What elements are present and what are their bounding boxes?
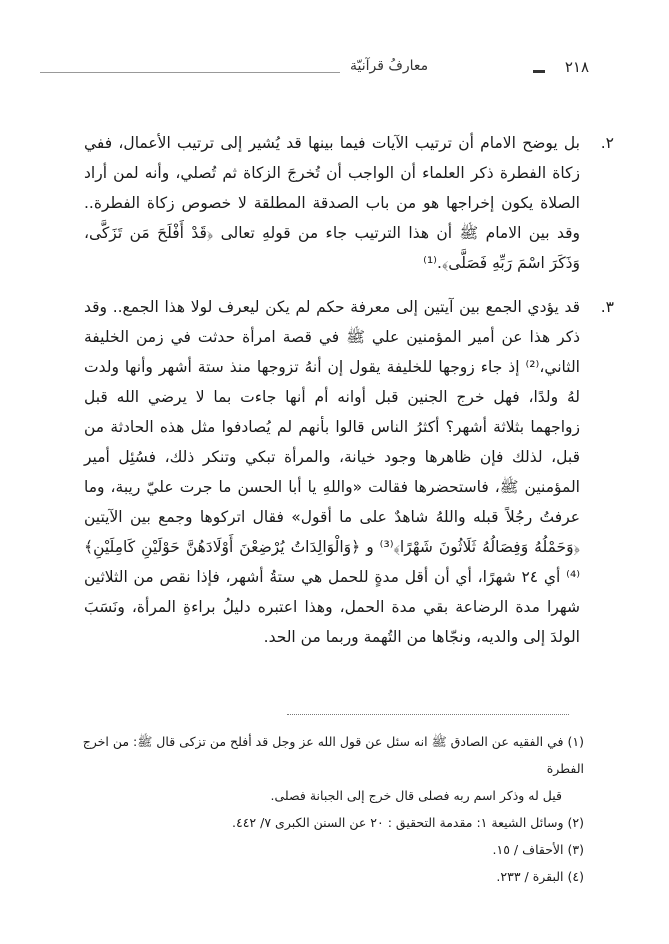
footnotes xyxy=(76,728,584,890)
footnote-1-continuation xyxy=(76,782,584,809)
page-header xyxy=(40,58,629,84)
footnote-4 xyxy=(76,863,584,890)
main-text xyxy=(84,128,614,666)
footnote-separator xyxy=(287,714,569,715)
page-number: ٢١٨ xyxy=(564,58,589,76)
paragraph-text: بل يوضح الامام أن ترتيب الآيات فيما بينها قد يُشير إلى ترتيب الأعمال، ففي زكاة الفطرة ذكر العلماء أن الواجب أن تُخرجَ الزكاة ثم تُصلي، وأنه لمن أراد الصلاة يكون إخراجها هو من باب الصدقة المطلقة لا خصوص زكاة الفطرة.. وقد بين الامام ﷺ أن هذا الترتيب جاء من قولهِ تعالى ﴿قَدْ أَفْلَحَ مَن تَزَكَّى، وَذَكَرَ اسْمَ رَبِّهِ فَصَلَّى﴾.⁽¹⁾ xyxy=(84,134,580,272)
footnote-text: (١) في الفقيه عن الصادق ﷺ انه سئل عن قول الله عز وجل قد أفلح من تزكى قال ﷺ: من اخرج الفطرة xyxy=(82,734,584,776)
paragraph-text: قد يؤدي الجمع بين آيتين إلى معرفة حكم لم يكن ليعرف لولا هذا الجمع.. وقد ذكر هذا عن أمير المؤمنين علي ﷺ في قصة امرأة حدثت في زمن الخليفة الثاني،⁽²⁾ إذ جاء زوجها للخليفة يقول إن أنهُ تزوجها منذ ستة أشهر وأنها ولدت لهُ ولدًا، فهل خرج الجنين قبل أوانه أم أنها جاءت بما لا يرضي الله قبل زواجهما بثلاثة أشهر؟ أكثرُ الناس قالوا بأنهم لم يُصادفوا مثل هذه الحادثة من قبل، لذلك فإن ظاهرها وجود خيانة، والمرأة تبكي وتنكر ذلك، فسُئِل أمير المؤمنين ﷺ، فاستحضرها فقالت «واللهِ يا أبا الحسن ما جرت عليّ ريبة، وما عرفتُ رجُلاً قبله واللهُ شاهدٌ على ما أقول» فقال اتركوها وجمع بين الآيتين ﴿وَحَمْلُهُ وَفِصَالُهُ ثَلَاثُونَ شَهْرًا﴾⁽³⁾ و ﴿وَالْوَالِدَاتُ يُرْضِعْنَ أَوْلَادَهُنَّ حَوْلَيْنِ كَامِلَيْنِ﴾⁽⁴⁾ أي ٢٤ شهرًا، أي أن أقل مدةٍ للحمل هي ستةُ أشهر، فإذا نقص من الثلاثين شهرا مدة الرضاعة بقي مدة الحمل، وهذا اعتبره دليلُ براءةِ المرأة، ونَسَبَ الولدَ إلى والديه، ونجّاها من التُهمة وربما من الحد. xyxy=(84,298,580,646)
footnote-text: قيل له وذكر اسم ربه فصلى قال خرج إلى الجبانة فصلى. xyxy=(270,788,562,803)
footnote-text: (٢) وسائل الشيعة ١: مقدمة التحقيق : ٢٠ عن السنن الكبرى ٧/ ٤٤٢. xyxy=(232,815,584,830)
footnote-text: (٤) البقرة / ٢٣٣. xyxy=(496,869,584,884)
paragraph-2 xyxy=(84,128,614,278)
paragraph-number: ٢. xyxy=(600,134,614,152)
page-number-dash xyxy=(533,70,545,73)
header-rule xyxy=(40,72,340,73)
paragraph-3 xyxy=(84,292,614,652)
paragraph-number: ٣. xyxy=(600,298,614,316)
footnote-text: (٣) الأحقاف / ١٥. xyxy=(492,842,584,857)
footnote-1 xyxy=(76,728,584,782)
footnote-2 xyxy=(76,809,584,836)
book-title: معارفُ قرآنيّة xyxy=(350,58,429,74)
footnote-3 xyxy=(76,836,584,863)
